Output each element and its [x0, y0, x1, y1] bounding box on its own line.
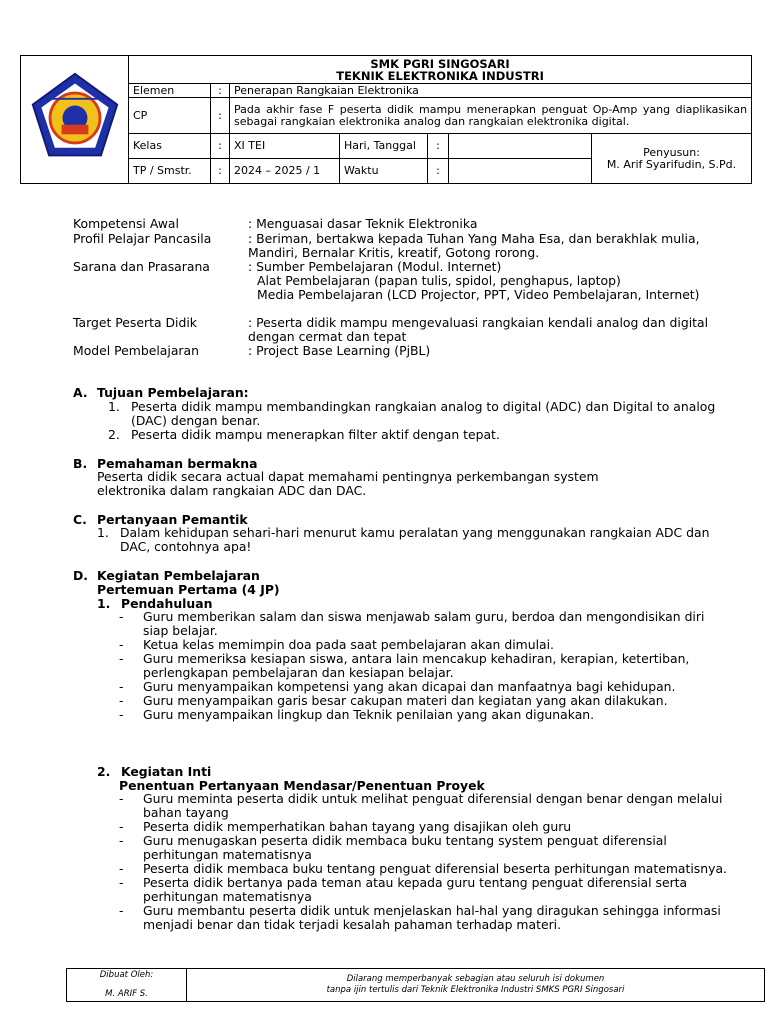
- colon: :: [428, 134, 449, 159]
- document-title: [129, 56, 752, 84]
- info-label: Sarana dan Prasarana: [73, 259, 210, 274]
- made-by-name: M. ARIF S.: [105, 989, 148, 999]
- section-title-text: Kegiatan Pembelajaran: [97, 568, 260, 583]
- hari-label: Hari, Tanggal: [340, 134, 428, 159]
- kelas-label: Kelas: [129, 134, 211, 159]
- item-text: Peserta didik mampu menerapkan filter aktif dengan tepat.: [131, 427, 500, 442]
- notice-line: tanpa ijin tertulis dari Teknik Elektronika Industri SMKS PGRI Singosari: [326, 985, 625, 995]
- info-sarana-alat: Alat Pembelajaran (papan tulis, spidol, penghapus, laptop): [257, 273, 621, 288]
- list-item: - Guru menugaskan peserta didik membaca buku tentang system penguat diferensial perhitungan matematisnya: [119, 834, 731, 862]
- section-letter: A.: [73, 385, 88, 400]
- list-item: [108, 428, 738, 442]
- list-item: - Guru membantu peserta didik untuk menjelaskan hal-hal yang diragukan sehingga informasi menjadi benar dan tidak terjadi kesalah pahaman terhadap materi.: [119, 904, 731, 932]
- list-item: - Guru memberikan salam dan siswa menjawab salam guru, berdoa dan mengondisikan diri siap belajar.: [119, 610, 719, 638]
- school-name: SMK PGRI SINGOSARI: [370, 56, 510, 71]
- made-by-cell: [67, 969, 187, 1002]
- item-text: Dalam kehidupan sehari-hari menurut kamu peralatan yang menggunakan rangkaian ADC dan DAC, contohnya apa!: [120, 525, 710, 554]
- colon: :: [211, 134, 230, 159]
- subsection-title-text: Pendahuluan: [121, 596, 213, 611]
- item-text: Peserta didik mampu membandingkan rangkaian analog to digital (ADC) dan Digital to analog (DAC) dengan benar.: [131, 399, 716, 428]
- list-item: - Guru menyampaikan lingkup dan Teknik penilaian yang akan digunakan.: [119, 708, 719, 722]
- made-by-label: Dibuat Oleh:: [99, 970, 154, 980]
- tp-label: TP / Smstr.: [129, 159, 211, 184]
- elemen-value: Penerapan Rangkaian Elektronika: [230, 84, 752, 98]
- waktu-label: Waktu: [340, 159, 428, 184]
- footer-table: [66, 968, 765, 1002]
- section-a-title: [73, 385, 249, 400]
- copyright-notice: [187, 969, 765, 1002]
- section-title-text: Tujuan Pembelajaran:: [97, 385, 249, 400]
- section-title-text: Pemahaman bermakna: [97, 456, 258, 471]
- item-number: 2.: [108, 427, 120, 442]
- info-label: Model Pembelajaran: [73, 343, 199, 358]
- meeting-title: Pertemuan Pertama (4 JP): [97, 582, 280, 597]
- item-number: 1.: [97, 596, 111, 611]
- list-item: - Guru memeriksa kesiapan siswa, antara lain mencakup kehadiran, kerapian, ketertiban, perlengkapan pembelajaran dan kesiapan belajar.: [119, 652, 719, 680]
- section-letter: D.: [73, 568, 88, 583]
- info-sarana-media: Media Pembelajaran (LCD Projector, PPT, Video Pembelajaran, Internet): [257, 287, 700, 302]
- section-letter: C.: [73, 512, 87, 527]
- info-value: : Beriman, bertakwa kepada Tuhan Yang Maha Esa, dan berakhlak mulia, Mandiri, Bernalar Kritis, kreatif, Gotong rorong.: [248, 231, 700, 260]
- section-c-list: [97, 526, 738, 554]
- list-item: - Guru menyampaikan garis besar cakupan materi dan kegiatan yang akan dilakukan.: [119, 694, 719, 708]
- pendahuluan-list: [119, 610, 719, 722]
- cp-label: CP: [129, 98, 211, 134]
- header-table: [20, 55, 752, 184]
- section-title-text: Pertanyaan Pemantik: [97, 512, 248, 527]
- penyusun-cell: [592, 134, 752, 184]
- tp-value: 2024 – 2025 / 1: [230, 159, 340, 184]
- info-label: Target Peserta Didik: [73, 315, 197, 330]
- info-value: : Menguasai dasar Teknik Elektronika: [248, 216, 478, 231]
- inti-list: [119, 792, 731, 932]
- item-number: 1.: [97, 525, 109, 540]
- penyusun-label: Penyusun:: [643, 145, 700, 159]
- list-item: [108, 400, 738, 428]
- school-logo-cell: [21, 56, 129, 184]
- section-letter: B.: [73, 456, 88, 471]
- colon: :: [211, 98, 230, 134]
- elemen-label: Elemen: [129, 84, 211, 98]
- list-item: - Ketua kelas memimpin doa pada saat pembelajaran akan dimulai.: [119, 638, 719, 652]
- colon: :: [428, 159, 449, 184]
- section-a-list: [108, 400, 738, 442]
- hari-value: [449, 134, 592, 159]
- item-number: 2.: [97, 764, 111, 779]
- list-item: - Guru meminta peserta didik untuk melihat penguat diferensial dengan benar dengan melalui bahan tayang: [119, 792, 731, 820]
- colon: :: [211, 159, 230, 184]
- info-label: Kompetensi Awal: [73, 216, 179, 231]
- item-number: 1.: [108, 399, 120, 414]
- waktu-value: [449, 159, 592, 184]
- school-logo: [27, 70, 123, 166]
- kelas-value: XI TEI: [230, 134, 340, 159]
- list-item: - Peserta didik membaca buku tentang penguat diferensial beserta perhitungan matematisnya.: [119, 862, 731, 876]
- info-label: Profil Pelajar Pancasila: [73, 231, 212, 246]
- penyusun-name: M. Arif Syarifudin, S.Pd.: [606, 157, 737, 171]
- cp-value: Pada akhir fase F peserta didik mampu menerapkan penguat Op-Amp yang diaplikasikan sebagai rangkaian elektronika analog dan rangkaian elektronika digital.: [230, 98, 752, 134]
- inti-title: [97, 764, 211, 779]
- subsection-title-text: Kegiatan Inti: [121, 764, 212, 779]
- list-item: - Peserta didik bertanya pada teman atau kepada guru tentang penguat diferensial serta perhitungan matematisnya: [119, 876, 731, 904]
- list-item: - Peserta didik memperhatikan bahan tayang yang disajikan oleh guru: [119, 820, 731, 834]
- info-value: : Project Base Learning (PjBL): [248, 343, 431, 358]
- colon: :: [211, 84, 230, 98]
- list-item: [97, 526, 738, 554]
- section-d-title: [73, 568, 260, 583]
- notice-line: Dilarang memperbanyak sebagian atau seluruh isi dokumen: [346, 974, 605, 984]
- list-item: - Guru menyampaikan kompetensi yang akan dicapai dan manfaatnya bagi kehidupan.: [119, 680, 719, 694]
- info-value: : Sumber Pembelajaran (Modul. Internet): [248, 259, 502, 274]
- info-value: : Peserta didik mampu mengevaluasi rangkaian kendali analog dan digital dengan cermat dan tepat: [248, 315, 709, 344]
- inti-subtitle: Penentuan Pertanyaan Mendasar/Penentuan Proyek: [119, 778, 485, 793]
- department-name: TEKNIK ELEKTRONIKA INDUSTRI: [336, 68, 544, 83]
- section-b-text: Peserta didik secara actual dapat memahami pentingnya perkembangan system elektronika dalam rangkaian ADC dan DAC.: [97, 469, 599, 498]
